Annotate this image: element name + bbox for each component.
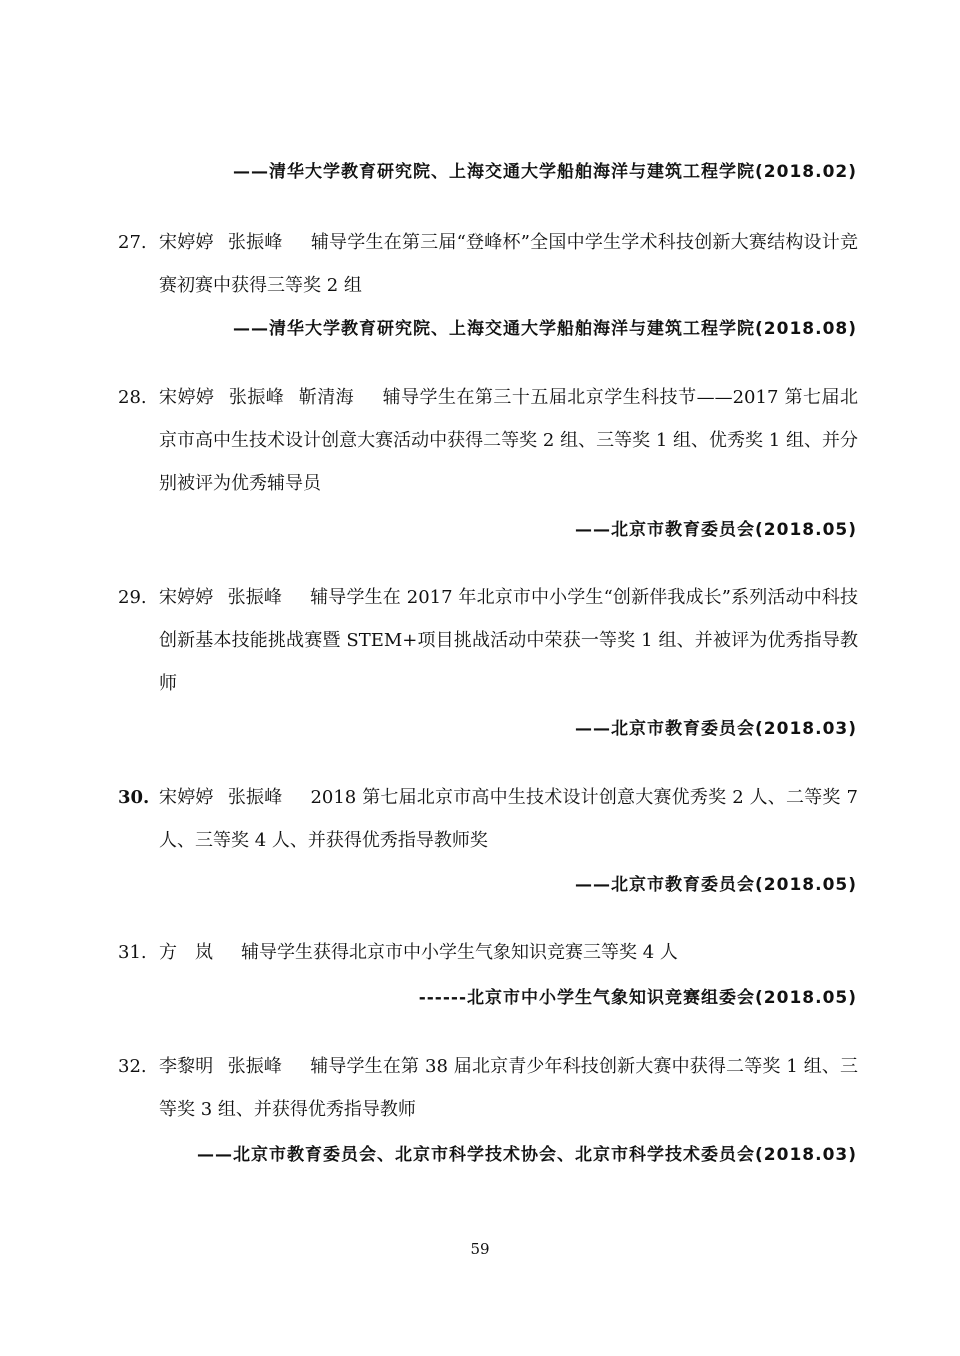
award-entry-29 <box>118 576 858 705</box>
entry-number: 27. <box>118 232 147 253</box>
entry-description: 辅导学生在第三届“登峰杯”全国中学生学术科技创新大赛结构设计竞赛初赛中获得三等奖 2 组 <box>159 232 859 296</box>
entry-text <box>159 221 858 307</box>
entry-names-3: 靳清海 <box>298 387 355 408</box>
entry-source-30: ——北京市教育委员会(2018.05) <box>575 875 857 895</box>
entry-source-29: ——北京市教育委员会(2018.03) <box>575 719 857 739</box>
entry-description: 2018 第七届北京市高中生技术设计创意大赛优秀奖 2 人、二等奖 7 人、三等奖 4 人、并获得优秀指导教师奖 <box>159 787 859 851</box>
entry-number: 28. <box>118 387 147 408</box>
entry-names-2: 张振峰 <box>227 787 283 808</box>
award-entry-28 <box>118 376 858 505</box>
entry-source-32: ——北京市教育委员会、北京市科学技术协会、北京市科学技术委员会(2018.03) <box>197 1145 857 1165</box>
entry-number: 31. <box>118 942 147 963</box>
entry-text <box>159 376 858 505</box>
entry-source-28: ——北京市教育委员会(2018.05) <box>575 520 857 540</box>
entry-description: 辅导学生在 2017 年北京市中小学生“创新伴我成长”系列活动中科技创新基本技能挑战赛暨 STEM+项目挑战活动中荣获一等奖 1 组、并被评为优秀指导教师 <box>159 587 859 694</box>
entry-names-2: 张振峰 <box>227 587 283 608</box>
entry-names: 李黎明 <box>159 1056 214 1077</box>
entry-names-2: 张振峰 <box>227 1056 283 1077</box>
award-entry-31 <box>118 931 858 974</box>
award-entry-32 <box>118 1045 858 1131</box>
page-number: 59 <box>470 1240 490 1258</box>
entry-source-27: ——清华大学教育研究院、上海交通大学船舶海洋与建筑工程学院(2018.08) <box>233 319 857 339</box>
entry-description: 辅导学生在第 38 届北京青少年科技创新大赛中获得二等奖 1 组、三等奖 3 组、并获得优秀指导教师 <box>159 1056 859 1120</box>
entry-names: 宋婷婷 <box>159 232 214 253</box>
entry-number: 32. <box>118 1056 147 1077</box>
entry-text <box>159 776 858 862</box>
entry-names: 方 岚 <box>159 942 213 963</box>
award-entry-27 <box>118 221 858 307</box>
entry-number: 30. <box>118 787 150 808</box>
entry-names: 宋婷婷 <box>159 387 215 408</box>
entry-source-31: ------北京市中小学生气象知识竞赛组委会(2018.05) <box>418 988 857 1008</box>
entry-text <box>159 931 858 974</box>
entry-text <box>159 576 858 705</box>
entry-number: 29. <box>118 587 147 608</box>
entry-names: 宋婷婷 <box>159 587 214 608</box>
top-source-line: ——清华大学教育研究院、上海交通大学船舶海洋与建筑工程学院(2018.02) <box>233 162 857 182</box>
award-entry-30 <box>118 776 858 862</box>
entry-description: 辅导学生获得北京市中小学生气象知识竞赛三等奖 4 人 <box>241 942 678 963</box>
entry-text <box>159 1045 858 1131</box>
entry-names-2: 张振峰 <box>227 232 283 253</box>
entry-names: 宋婷婷 <box>159 787 214 808</box>
entry-names-2: 张振峰 <box>228 387 285 408</box>
entry-description: 辅导学生在第三十五届北京学生科技节——2017 第七届北京市高中生技术设计创意大赛活动中获得二等奖 2 组、三等奖 1 组、优秀奖 1 组、并分别被评为优秀辅导员 <box>159 387 858 494</box>
